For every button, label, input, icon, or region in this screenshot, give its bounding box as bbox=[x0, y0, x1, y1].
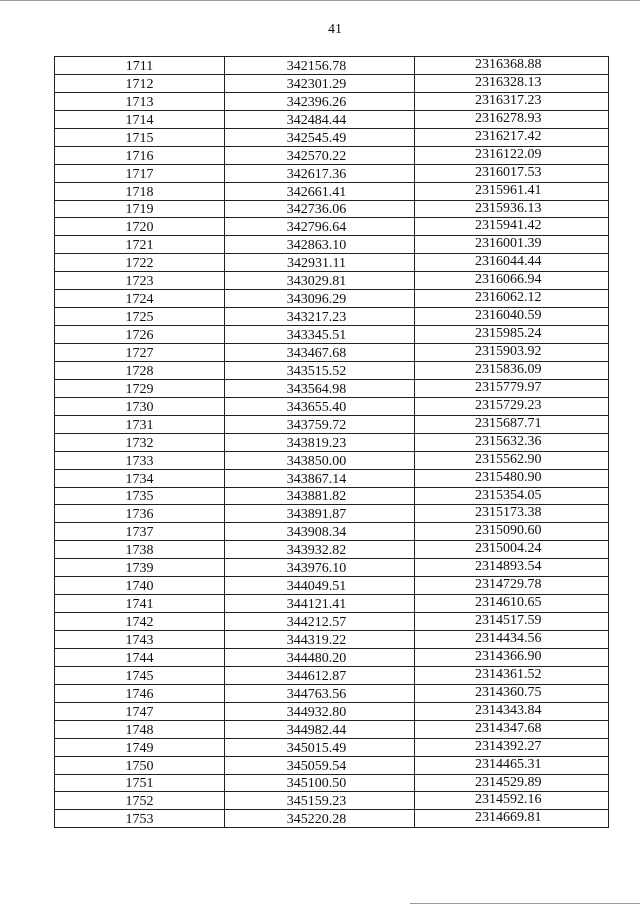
x-coordinate-cell: 342661.41 bbox=[225, 182, 415, 200]
coordinate-table-body bbox=[55, 57, 609, 828]
x-coordinate-cell: 342570.22 bbox=[225, 146, 415, 164]
table-row bbox=[55, 182, 609, 200]
point-number-cell: 1719 bbox=[55, 200, 225, 218]
point-number-cell: 1732 bbox=[55, 433, 225, 451]
x-coordinate-cell: 344480.20 bbox=[225, 648, 415, 666]
x-coordinate-cell: 342396.26 bbox=[225, 92, 415, 110]
y-coordinate-cell: 2316328.13 bbox=[415, 74, 609, 92]
y-coordinate-cell: 2315836.09 bbox=[415, 361, 609, 379]
x-coordinate-cell: 342617.36 bbox=[225, 164, 415, 182]
point-number-cell: 1720 bbox=[55, 218, 225, 236]
y-coordinate-cell: 2315936.13 bbox=[415, 200, 609, 218]
y-coordinate-cell: 2314434.56 bbox=[415, 631, 609, 649]
y-coordinate-cell: 2314465.31 bbox=[415, 756, 609, 774]
bottom-scan-edge bbox=[410, 903, 640, 904]
y-coordinate-cell: 2316044.44 bbox=[415, 254, 609, 272]
x-coordinate-cell: 342545.49 bbox=[225, 128, 415, 146]
point-number-cell: 1721 bbox=[55, 236, 225, 254]
x-coordinate-cell: 343850.00 bbox=[225, 451, 415, 469]
point-number-cell: 1746 bbox=[55, 684, 225, 702]
table-row bbox=[55, 523, 609, 541]
x-coordinate-cell: 343976.10 bbox=[225, 559, 415, 577]
y-coordinate-cell: 2316017.53 bbox=[415, 164, 609, 182]
x-coordinate-cell: 343891.87 bbox=[225, 505, 415, 523]
y-coordinate-cell: 2314361.52 bbox=[415, 666, 609, 684]
point-number-cell: 1740 bbox=[55, 577, 225, 595]
point-number-cell: 1743 bbox=[55, 631, 225, 649]
y-coordinate-cell: 2314366.90 bbox=[415, 648, 609, 666]
x-coordinate-cell: 343908.34 bbox=[225, 523, 415, 541]
point-number-cell: 1714 bbox=[55, 110, 225, 128]
point-number-cell: 1744 bbox=[55, 648, 225, 666]
x-coordinate-cell: 344212.57 bbox=[225, 613, 415, 631]
page-number: 41 bbox=[328, 22, 342, 37]
x-coordinate-cell: 342931.11 bbox=[225, 254, 415, 272]
y-coordinate-cell: 2316317.23 bbox=[415, 92, 609, 110]
point-number-cell: 1730 bbox=[55, 397, 225, 415]
x-coordinate-cell: 344982.44 bbox=[225, 720, 415, 738]
x-coordinate-cell: 343759.72 bbox=[225, 415, 415, 433]
point-number-cell: 1727 bbox=[55, 344, 225, 362]
table-row bbox=[55, 254, 609, 272]
point-number-cell: 1738 bbox=[55, 541, 225, 559]
y-coordinate-cell: 2315687.71 bbox=[415, 415, 609, 433]
point-number-cell: 1715 bbox=[55, 128, 225, 146]
table-row bbox=[55, 756, 609, 774]
table-row bbox=[55, 577, 609, 595]
point-number-cell: 1726 bbox=[55, 326, 225, 344]
y-coordinate-cell: 2315090.60 bbox=[415, 523, 609, 541]
table-row bbox=[55, 541, 609, 559]
top-scan-edge bbox=[0, 0, 640, 1]
table-row bbox=[55, 595, 609, 613]
y-coordinate-cell: 2314729.78 bbox=[415, 577, 609, 595]
point-number-cell: 1729 bbox=[55, 379, 225, 397]
x-coordinate-cell: 342484.44 bbox=[225, 110, 415, 128]
point-number-cell: 1724 bbox=[55, 290, 225, 308]
table-row bbox=[55, 415, 609, 433]
y-coordinate-cell: 2316001.39 bbox=[415, 236, 609, 254]
point-number-cell: 1735 bbox=[55, 487, 225, 505]
y-coordinate-cell: 2314347.68 bbox=[415, 720, 609, 738]
x-coordinate-cell: 343655.40 bbox=[225, 397, 415, 415]
point-number-cell: 1748 bbox=[55, 720, 225, 738]
y-coordinate-cell: 2314529.89 bbox=[415, 774, 609, 792]
table-row bbox=[55, 74, 609, 92]
x-coordinate-cell: 343515.52 bbox=[225, 361, 415, 379]
table-row bbox=[55, 810, 609, 828]
table-row bbox=[55, 128, 609, 146]
table-row bbox=[55, 613, 609, 631]
table-row bbox=[55, 361, 609, 379]
y-coordinate-cell: 2316040.59 bbox=[415, 308, 609, 326]
x-coordinate-cell: 344049.51 bbox=[225, 577, 415, 595]
point-number-cell: 1712 bbox=[55, 74, 225, 92]
x-coordinate-cell: 343467.68 bbox=[225, 344, 415, 362]
x-coordinate-cell: 343881.82 bbox=[225, 487, 415, 505]
table-row bbox=[55, 397, 609, 415]
y-coordinate-cell: 2315903.92 bbox=[415, 344, 609, 362]
table-row bbox=[55, 344, 609, 362]
point-number-cell: 1711 bbox=[55, 57, 225, 75]
y-coordinate-cell: 2315480.90 bbox=[415, 469, 609, 487]
y-coordinate-cell: 2315173.38 bbox=[415, 505, 609, 523]
y-coordinate-cell: 2314343.84 bbox=[415, 702, 609, 720]
point-number-cell: 1742 bbox=[55, 613, 225, 631]
table-row bbox=[55, 290, 609, 308]
y-coordinate-cell: 2315632.36 bbox=[415, 433, 609, 451]
x-coordinate-cell: 344319.22 bbox=[225, 631, 415, 649]
point-number-cell: 1722 bbox=[55, 254, 225, 272]
y-coordinate-cell: 2315354.05 bbox=[415, 487, 609, 505]
table-row bbox=[55, 792, 609, 810]
table-row bbox=[55, 469, 609, 487]
point-number-cell: 1716 bbox=[55, 146, 225, 164]
x-coordinate-cell: 343096.29 bbox=[225, 290, 415, 308]
x-coordinate-cell: 345100.50 bbox=[225, 774, 415, 792]
x-coordinate-cell: 343217.23 bbox=[225, 308, 415, 326]
x-coordinate-cell: 344612.87 bbox=[225, 666, 415, 684]
table-row bbox=[55, 110, 609, 128]
y-coordinate-cell: 2315562.90 bbox=[415, 451, 609, 469]
table-row bbox=[55, 702, 609, 720]
y-coordinate-cell: 2314592.16 bbox=[415, 792, 609, 810]
point-number-cell: 1723 bbox=[55, 272, 225, 290]
y-coordinate-cell: 2315941.42 bbox=[415, 218, 609, 236]
table-row bbox=[55, 433, 609, 451]
x-coordinate-cell: 344763.56 bbox=[225, 684, 415, 702]
table-row bbox=[55, 684, 609, 702]
point-number-cell: 1741 bbox=[55, 595, 225, 613]
table-row bbox=[55, 666, 609, 684]
point-number-cell: 1731 bbox=[55, 415, 225, 433]
table-row bbox=[55, 200, 609, 218]
y-coordinate-cell: 2314392.27 bbox=[415, 738, 609, 756]
x-coordinate-cell: 342796.64 bbox=[225, 218, 415, 236]
y-coordinate-cell: 2316122.09 bbox=[415, 146, 609, 164]
x-coordinate-cell: 342863.10 bbox=[225, 236, 415, 254]
table-row bbox=[55, 272, 609, 290]
x-coordinate-cell: 345220.28 bbox=[225, 810, 415, 828]
y-coordinate-cell: 2314893.54 bbox=[415, 559, 609, 577]
y-coordinate-cell: 2314517.59 bbox=[415, 613, 609, 631]
y-coordinate-cell: 2315729.23 bbox=[415, 397, 609, 415]
x-coordinate-cell: 344932.80 bbox=[225, 702, 415, 720]
table-row bbox=[55, 559, 609, 577]
y-coordinate-cell: 2316066.94 bbox=[415, 272, 609, 290]
point-number-cell: 1750 bbox=[55, 756, 225, 774]
x-coordinate-cell: 342301.29 bbox=[225, 74, 415, 92]
point-number-cell: 1737 bbox=[55, 523, 225, 541]
point-number-cell: 1718 bbox=[55, 182, 225, 200]
point-number-cell: 1717 bbox=[55, 164, 225, 182]
table-row bbox=[55, 326, 609, 344]
x-coordinate-cell: 343564.98 bbox=[225, 379, 415, 397]
point-number-cell: 1713 bbox=[55, 92, 225, 110]
y-coordinate-cell: 2314610.65 bbox=[415, 595, 609, 613]
table-row bbox=[55, 774, 609, 792]
y-coordinate-cell: 2315779.97 bbox=[415, 379, 609, 397]
table-row bbox=[55, 164, 609, 182]
point-number-cell: 1734 bbox=[55, 469, 225, 487]
y-coordinate-cell: 2315004.24 bbox=[415, 541, 609, 559]
x-coordinate-cell: 345159.23 bbox=[225, 792, 415, 810]
y-coordinate-cell: 2316368.88 bbox=[415, 57, 609, 75]
table-row bbox=[55, 218, 609, 236]
y-coordinate-cell: 2316278.93 bbox=[415, 110, 609, 128]
point-number-cell: 1747 bbox=[55, 702, 225, 720]
table-row bbox=[55, 505, 609, 523]
table-row bbox=[55, 308, 609, 326]
table-row bbox=[55, 648, 609, 666]
x-coordinate-cell: 343029.81 bbox=[225, 272, 415, 290]
point-number-cell: 1751 bbox=[55, 774, 225, 792]
x-coordinate-cell: 343819.23 bbox=[225, 433, 415, 451]
table-row bbox=[55, 146, 609, 164]
table-row bbox=[55, 738, 609, 756]
point-number-cell: 1728 bbox=[55, 361, 225, 379]
table-row bbox=[55, 631, 609, 649]
y-coordinate-cell: 2314360.75 bbox=[415, 684, 609, 702]
x-coordinate-cell: 343345.51 bbox=[225, 326, 415, 344]
coordinate-table bbox=[54, 56, 609, 828]
x-coordinate-cell: 343867.14 bbox=[225, 469, 415, 487]
x-coordinate-cell: 342156.78 bbox=[225, 57, 415, 75]
table-row bbox=[55, 487, 609, 505]
point-number-cell: 1733 bbox=[55, 451, 225, 469]
point-number-cell: 1752 bbox=[55, 792, 225, 810]
x-coordinate-cell: 342736.06 bbox=[225, 200, 415, 218]
point-number-cell: 1736 bbox=[55, 505, 225, 523]
table-row bbox=[55, 236, 609, 254]
x-coordinate-cell: 345059.54 bbox=[225, 756, 415, 774]
point-number-cell: 1753 bbox=[55, 810, 225, 828]
table-row bbox=[55, 92, 609, 110]
point-number-cell: 1749 bbox=[55, 738, 225, 756]
table-row bbox=[55, 451, 609, 469]
point-number-cell: 1725 bbox=[55, 308, 225, 326]
point-number-cell: 1745 bbox=[55, 666, 225, 684]
table-row bbox=[55, 379, 609, 397]
x-coordinate-cell: 343932.82 bbox=[225, 541, 415, 559]
table-row bbox=[55, 720, 609, 738]
x-coordinate-cell: 345015.49 bbox=[225, 738, 415, 756]
x-coordinate-cell: 344121.41 bbox=[225, 595, 415, 613]
table-row bbox=[55, 57, 609, 75]
point-number-cell: 1739 bbox=[55, 559, 225, 577]
y-coordinate-cell: 2314669.81 bbox=[415, 810, 609, 828]
y-coordinate-cell: 2316062.12 bbox=[415, 290, 609, 308]
y-coordinate-cell: 2315985.24 bbox=[415, 326, 609, 344]
y-coordinate-cell: 2316217.42 bbox=[415, 128, 609, 146]
y-coordinate-cell: 2315961.41 bbox=[415, 182, 609, 200]
